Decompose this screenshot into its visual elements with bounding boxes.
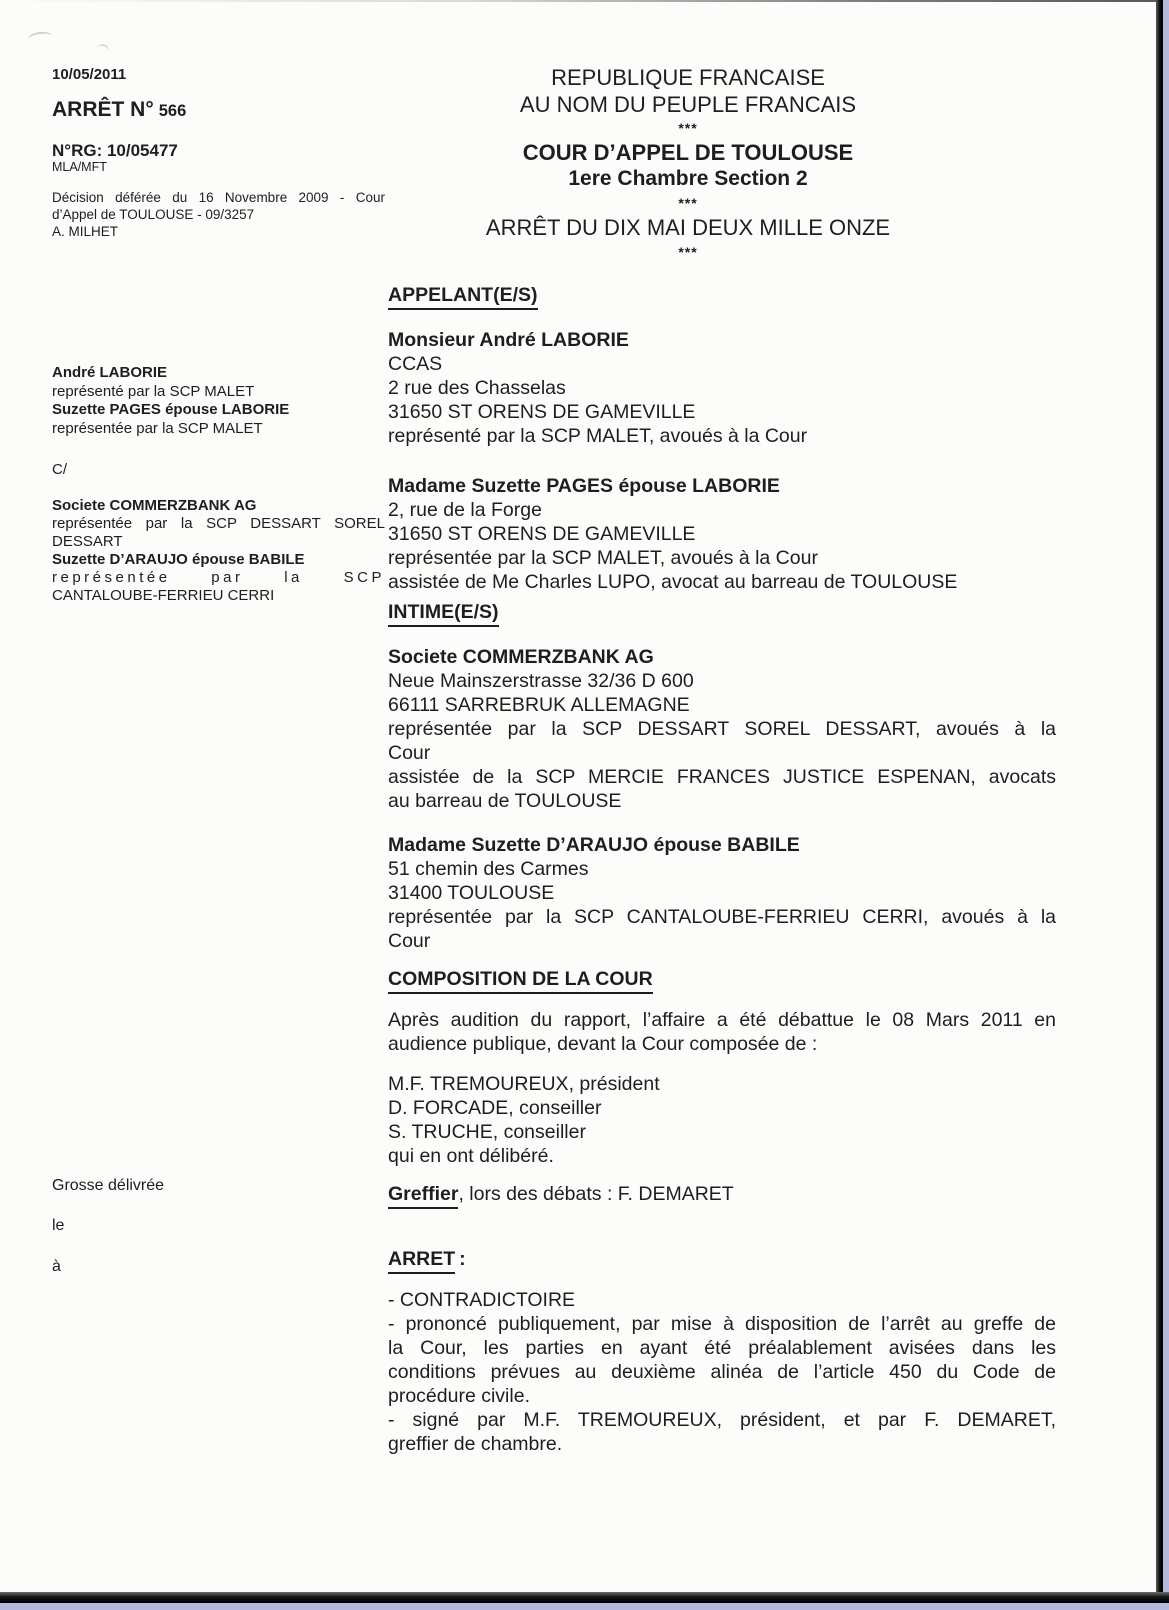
party-address-line: 2, rue de la Forge: [388, 499, 542, 521]
party-name: Madame Suzette D’ARAUJO épouse BABILE: [388, 834, 800, 856]
respondent-representation: DESSART: [52, 533, 123, 550]
composition-section-heading: [388, 968, 1056, 994]
appellant-name: Suzette PAGES épouse LABORIE: [52, 401, 290, 418]
judges-list: [388, 1072, 1056, 1168]
party-representation: représenté par la SCP MALET, avoués à la Cour: [388, 425, 808, 447]
party-address-line: CCAS: [388, 353, 443, 375]
ruling-line: - signé par M.F. TREMOUREUX, président, et par F. DEMARET,: [388, 1409, 1056, 1431]
grosse-date-label: le: [52, 1217, 65, 1234]
respondent-representation: CANTALOUBE-FERRIEU CERRI: [52, 587, 275, 604]
decision-date-words: ARRÊT DU DIX MAI DEUX MILLE ONZE: [485, 215, 891, 240]
scan-edge-right: [1156, 0, 1163, 1610]
pencil-mark-artifact: [27, 30, 52, 44]
respondent-representation: représentée par la SCP: [52, 569, 385, 586]
composition-intro-line: audience publique, devant la Cour composée de :: [388, 1033, 818, 1055]
referred-decision-line: d’Appel de TOULOUSE - 09/3257: [52, 207, 255, 222]
party-counsel: au barreau de TOULOUSE: [388, 790, 622, 812]
ruling-line: la Cour, les parties en ayant été préalablement avisées dans les: [388, 1337, 1056, 1359]
composition-intro: [388, 1008, 1056, 1056]
scan-mat-right: [1163, 0, 1169, 1610]
respondents-section-heading: [388, 601, 1056, 627]
appellant-representation: représentée par la SCP MALET: [52, 419, 263, 437]
court-name: COUR D’APPEL DE TOULOUSE: [522, 140, 854, 165]
ruling-line: procédure civile.: [388, 1385, 530, 1407]
party-address-line: 31650 ST ORENS DE GAMEVILLE: [388, 401, 696, 423]
party-representation: Cour: [388, 930, 431, 952]
party-counsel: assistée de Me Charles LUPO, avocat au barreau de TOULOUSE: [388, 571, 958, 593]
party-address-line: 31400 TOULOUSE: [388, 882, 555, 904]
party-address-line: 2 rue des Chasselas: [388, 377, 566, 399]
composition-heading-text: COMPOSITION DE LA COUR: [388, 968, 653, 994]
arret-ruling-block: [388, 1288, 1056, 1456]
referred-decision-note: [52, 189, 385, 240]
referred-judge-name: A. MILHET: [52, 224, 119, 239]
party-representation: représentée par la SCP DESSART SOREL DESSART, avoués à la: [388, 718, 1056, 740]
clerk-line: [388, 1183, 1056, 1209]
appellants-margin-summary: [52, 364, 385, 438]
ruling-line: conditions prévues au deuxième alinéa de l’article 450 du Code de: [388, 1361, 1056, 1383]
party-address-line: 51 chemin des Carmes: [388, 858, 589, 880]
party-representation: représentée par la SCP MALET, avoués à la Cour: [388, 547, 818, 569]
judge-name: S. TRUCHE, conseiller: [388, 1121, 586, 1143]
judge-name: M.F. TREMOUREUX, président: [388, 1073, 660, 1095]
clerk-label: Greffier: [388, 1183, 458, 1209]
respondents-margin-summary: [52, 497, 385, 605]
appellant-block: [388, 474, 1056, 594]
scan-edge-bottom: [0, 1592, 1169, 1603]
arret-section-heading: [388, 1248, 1056, 1274]
issue-date: 10/05/2011: [52, 66, 127, 83]
party-name: Societe COMMERZBANK AG: [388, 646, 654, 668]
chamber-section: 1ere Chambre Section 2: [568, 167, 808, 190]
republic-motto-line: REPUBLIQUE FRANCAISE: [551, 65, 825, 90]
party-representation: représentée par la SCP CANTALOUBE-FERRIEU CERRI, avoués à la: [388, 906, 1056, 928]
party-counsel: assistée de la SCP MERCIE FRANCES JUSTICE ESPENAN, avocats: [388, 766, 1056, 788]
appellant-representation: représenté par la SCP MALET: [52, 382, 255, 400]
appellant-name: André LABORIE: [52, 364, 168, 381]
republic-motto-line: AU NOM DU PEUPLE FRANCAIS: [519, 92, 857, 117]
party-name: Madame Suzette PAGES épouse LABORIE: [388, 475, 780, 497]
pencil-mark-artifact: [95, 43, 111, 58]
respondent-representation: représentée par la SCP DESSART SOREL: [52, 515, 385, 532]
clerk-name: , lors des débats : F. DEMARET: [458, 1183, 734, 1205]
party-representation: Cour: [388, 742, 431, 764]
composition-intro-line: Après audition du rapport, l’affaire a été débattue le 08 Mars 2011 en: [388, 1009, 1056, 1031]
judge-name: D. FORCADE, conseiller: [388, 1097, 602, 1119]
party-address-line: Neue Mainszerstrasse 32/36 D 600: [388, 670, 694, 692]
grosse-place-label: à: [52, 1258, 61, 1275]
respondent-name: Societe COMMERZBANK AG: [52, 497, 257, 514]
respondent-block: [388, 833, 1056, 953]
ruling-line: - CONTRADICTOIRE: [388, 1289, 576, 1311]
grosse-delivree-note: Grosse délivrée: [52, 1177, 165, 1194]
ruling-line: - prononcé publiquement, par mise à disposition de l’arrêt au greffe de: [388, 1313, 1056, 1335]
appellant-block: [388, 328, 1056, 448]
respondents-heading-text: INTIME(E/S): [388, 601, 499, 627]
decision-number-line: [52, 98, 385, 122]
versus-separator: C/: [52, 461, 67, 478]
referred-decision-line: Décision déférée du 16 Novembre 2009 - Cour: [52, 190, 385, 205]
appellants-section-heading: [388, 284, 1056, 310]
case-rg-number: N°RG: 10/05477: [52, 141, 178, 160]
respondent-block: [388, 645, 1056, 813]
appellants-heading-text: APPELANT(E/S): [388, 284, 538, 310]
stars-separator: ***: [678, 244, 698, 260]
scan-mat-bottom: [0, 1603, 1169, 1610]
stars-separator: ***: [678, 195, 698, 211]
deliberation-note: qui en ont délibéré.: [388, 1145, 554, 1167]
document-header: [368, 64, 1008, 263]
party-name: Monsieur André LABORIE: [388, 329, 629, 351]
arret-heading-colon: :: [459, 1248, 466, 1270]
respondent-name: Suzette D’ARAUJO épouse BABILE: [52, 551, 305, 568]
party-address-line: 31650 ST ORENS DE GAMEVILLE: [388, 523, 696, 545]
party-address-line: 66111 SARREBRUK ALLEMAGNE: [388, 694, 690, 716]
arret-heading-text: ARRET: [388, 1248, 455, 1274]
decision-number-label: ARRÊT N°: [52, 98, 154, 121]
file-initials: MLA/MFT: [52, 160, 107, 174]
ruling-line: greffier de chambre.: [388, 1433, 563, 1455]
stars-separator: ***: [678, 120, 698, 136]
decision-number-value: 566: [158, 102, 187, 120]
scan-edge-top-line: [0, 0, 1169, 2]
